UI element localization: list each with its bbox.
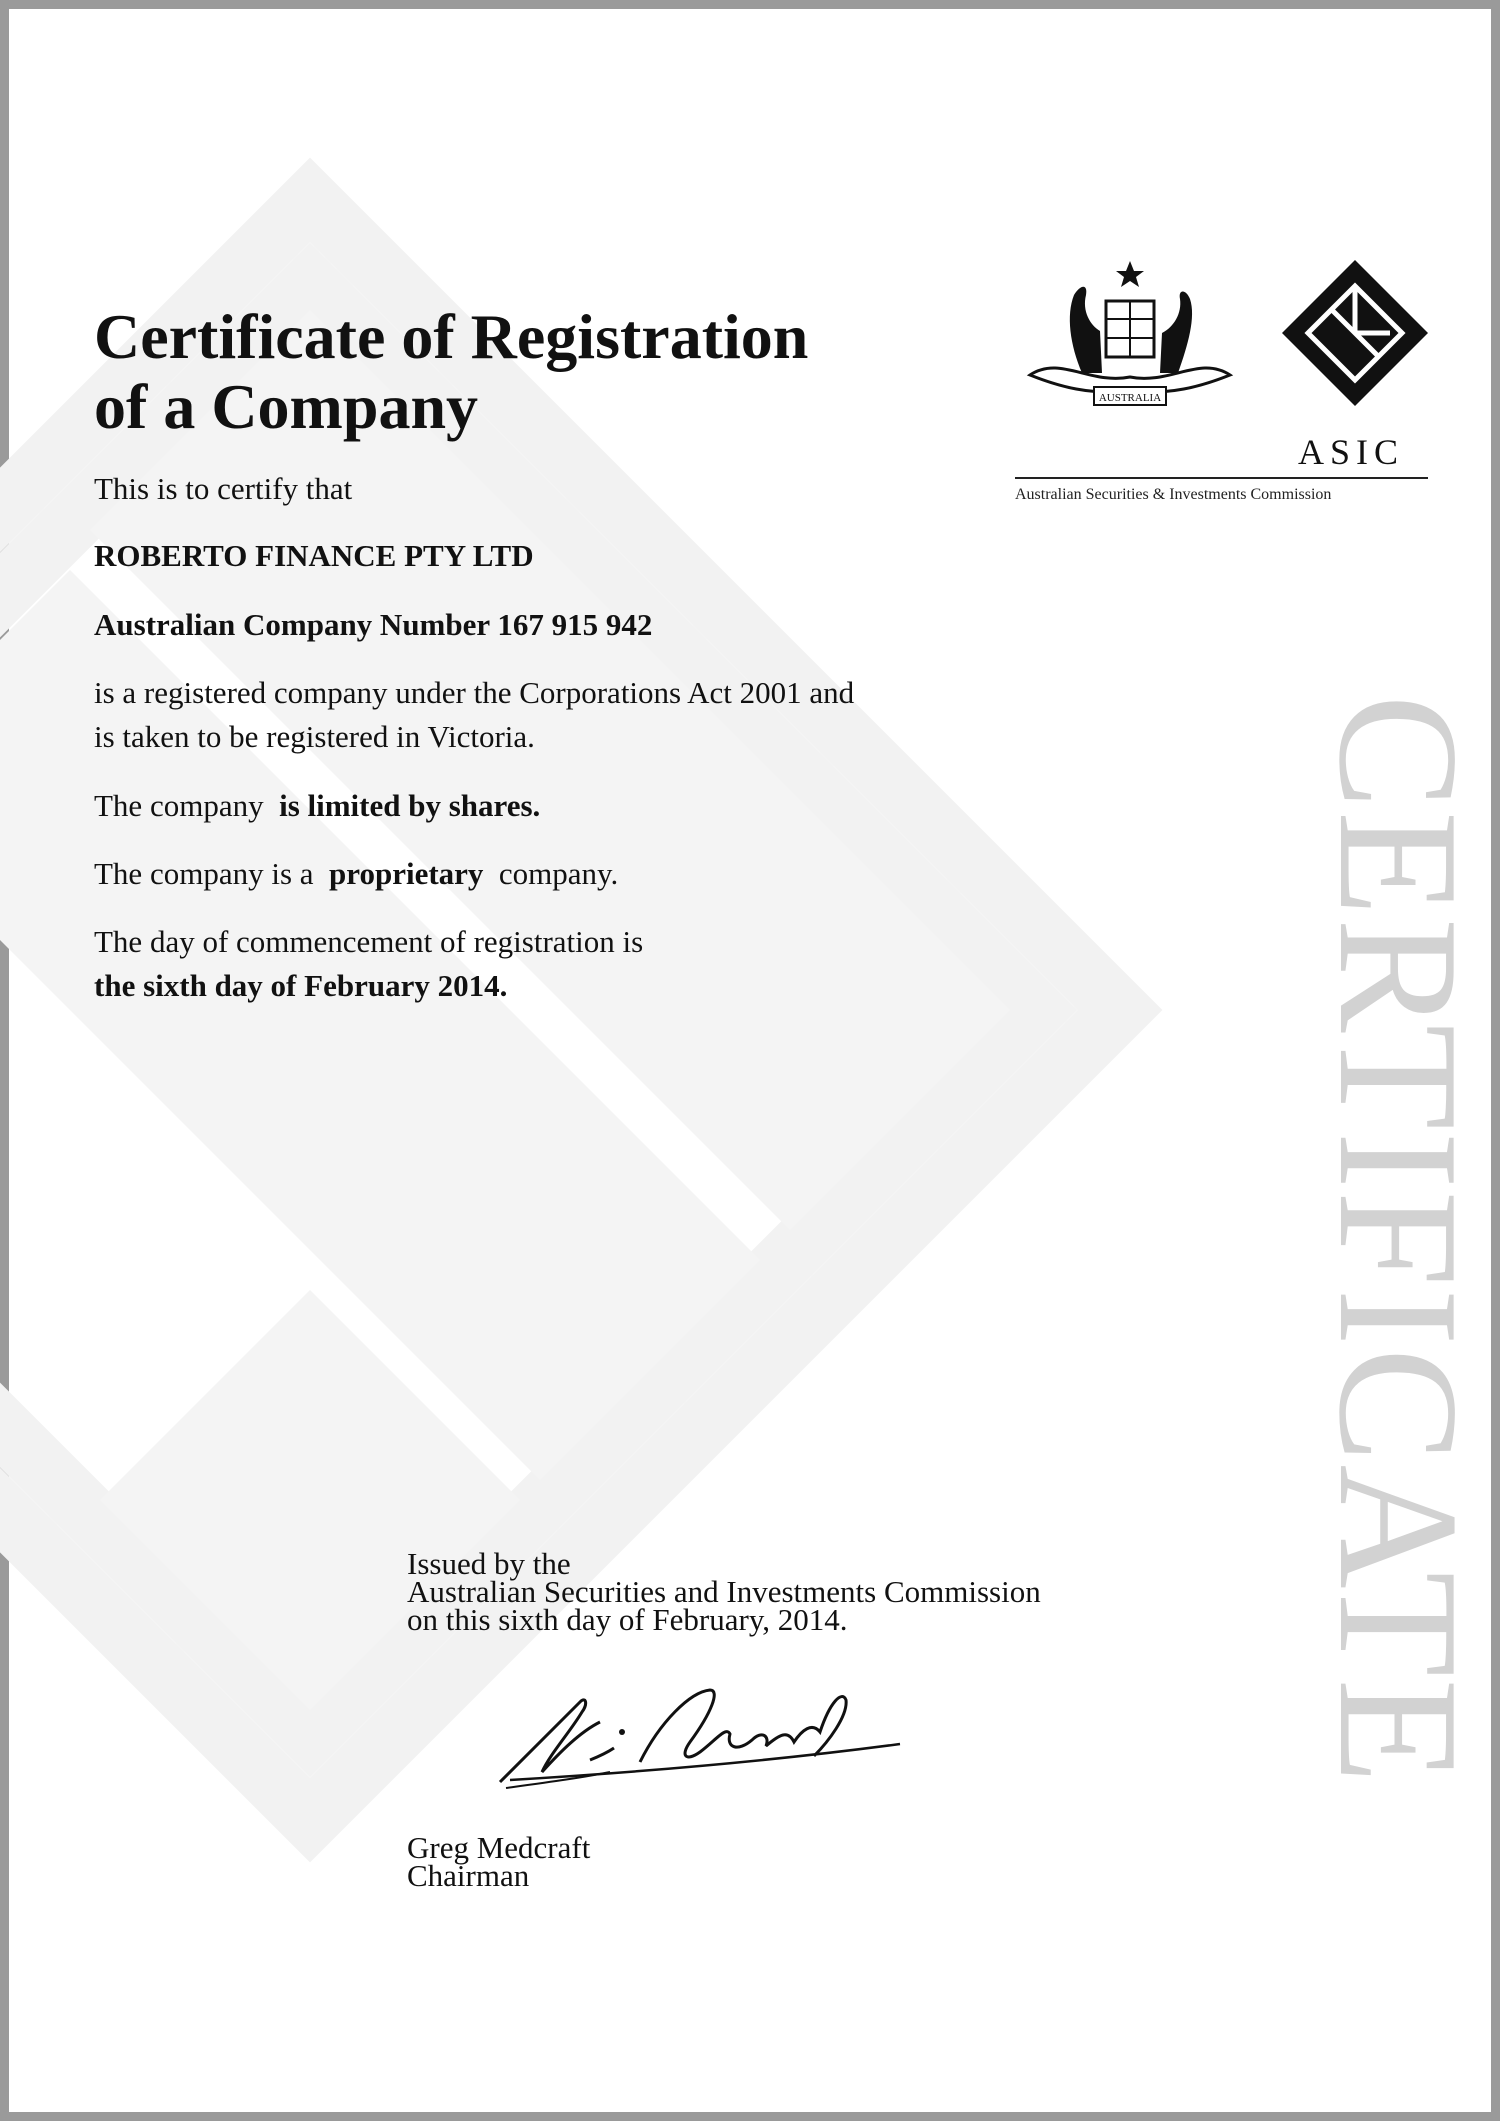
signatory-name: Greg Medcraft xyxy=(407,1830,591,1865)
limited-prefix: The company xyxy=(94,788,264,823)
type-prefix: The company is a xyxy=(94,856,314,891)
issuance-block xyxy=(407,1546,1041,1637)
asic-full-name: Australian Securities & Investments Commission xyxy=(1015,486,1332,503)
signature-image xyxy=(490,1682,910,1792)
title-line-1: Certificate of Registration xyxy=(94,301,809,372)
intro-text: This is to certify that xyxy=(94,471,353,506)
company-name: ROBERTO FINANCE PTY LTD xyxy=(94,538,534,573)
signatory-title: Chairman xyxy=(407,1858,530,1893)
certificate-watermark: CERTIFICATE xyxy=(1303,694,1493,1786)
registered-line-1: is a registered company under the Corporations Act 2001 and xyxy=(94,675,855,710)
asic-logo-icon xyxy=(1280,258,1430,408)
company-type: proprietary xyxy=(329,856,484,891)
limited-by-shares: is limited by shares. xyxy=(279,788,541,823)
type-suffix: company. xyxy=(498,856,619,891)
certificate-title xyxy=(94,302,994,442)
coat-of-arms-label: AUSTRALIA xyxy=(1098,392,1162,404)
issued-line-2: Australian Securities and Investments Commission xyxy=(407,1574,1041,1609)
signatory-block xyxy=(407,1830,591,1893)
company-type-statement xyxy=(94,851,618,897)
asic-divider xyxy=(1015,477,1428,479)
registered-statement xyxy=(94,670,854,760)
title-line-2: of a Company xyxy=(94,371,479,442)
asic-wordmark: ASIC xyxy=(1298,432,1405,472)
acn-line: Australian Company Number 167 915 942 xyxy=(94,607,653,642)
coat-of-arms-icon xyxy=(1010,255,1250,435)
commencement-line-1: The day of commencement of registration is xyxy=(94,924,644,959)
registered-line-2: is taken to be registered in Victoria. xyxy=(94,719,535,754)
commencement-date: the sixth day of February 2014. xyxy=(94,968,508,1003)
issued-line-3: on this sixth day of February, 2014. xyxy=(407,1602,848,1637)
commencement-statement xyxy=(94,919,643,1009)
issued-line-1: Issued by the xyxy=(407,1546,571,1581)
limited-statement xyxy=(94,783,540,829)
